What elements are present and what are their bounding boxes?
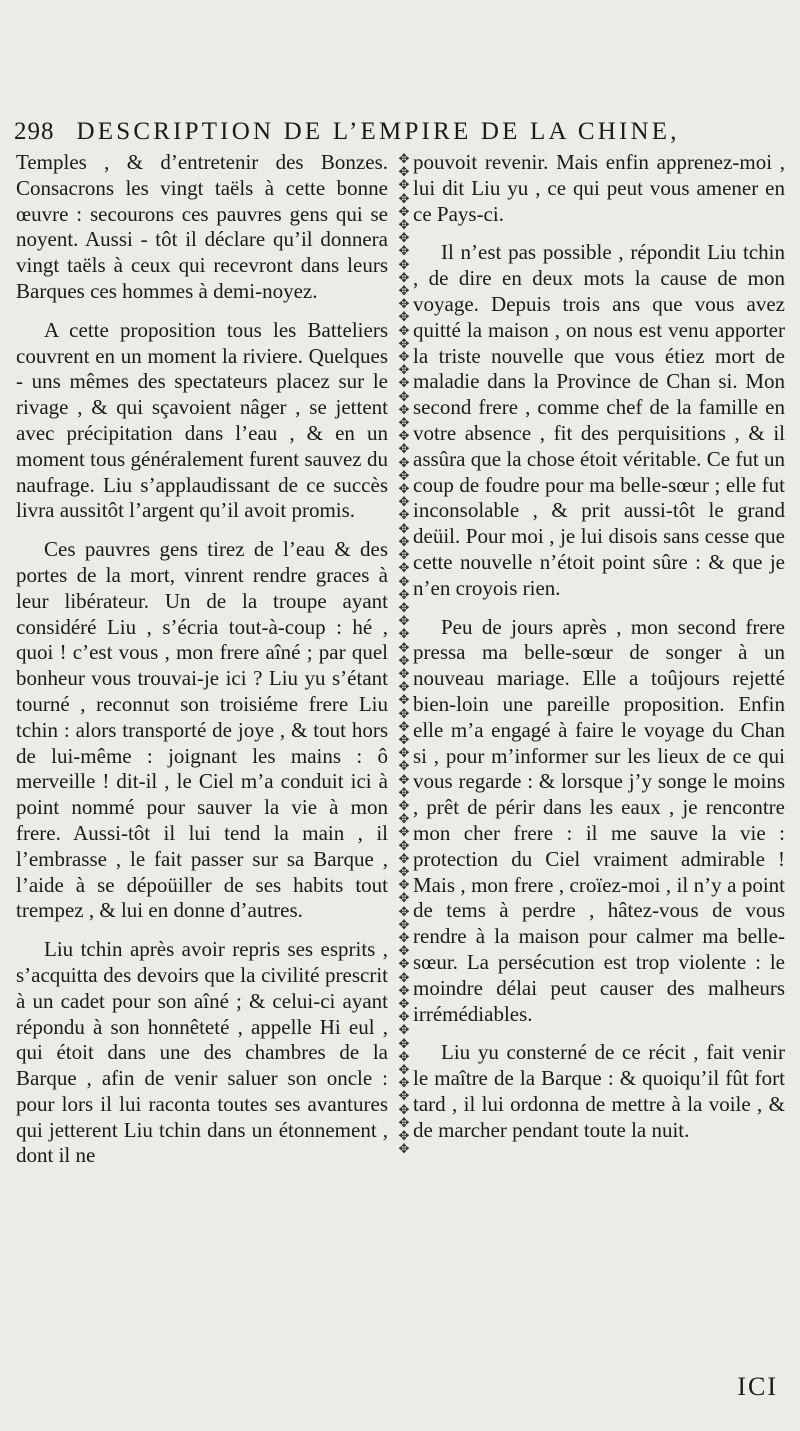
ornament-glyph: ✥: [398, 639, 410, 655]
left-paragraph-3: Ces pauvres gens tirez de l’eau & des portes de la mort, vinrent rendre graces à leur libérateur. Un de la troupe ayant considéré Liu , s’écria tout-à-coup : hé , quoi ! c’est vous , mon frere aîné ; par quel bonheur vous trouvai-je ici ? Liu yu s’étant tourné , reconnut son troisiéme frere Liu tchin : alors transporté de joye , & tout hors de lui-même : joignant les mains : ô merveille ! dit-il , le Ciel m’a conduit ici à point nommé pour sauver la vie à mon frere. Aussi-tôt il lui tend la main , il l’embrasse , le fait passer sur sa Barque , l’aide à se dépoüiller de ses habits tout trempez , & lui en donne d’autres.: [16, 537, 388, 923]
ornament-glyph: ✥: [398, 164, 410, 180]
ornament-glyph: ✥: [398, 401, 410, 417]
ornament-glyph: ✥: [398, 533, 410, 549]
ornament-glyph: ✥: [398, 454, 410, 470]
ornament-glyph: ✥: [398, 375, 410, 391]
ornament-glyph: ✥: [398, 1141, 410, 1157]
ornament-glyph: ✥: [398, 441, 410, 457]
ornament-glyph: ✥: [398, 296, 410, 312]
ornament-glyph: ✥: [398, 177, 410, 193]
ornament-glyph: ✥: [398, 824, 410, 840]
ornament-glyph: ✥: [398, 1009, 410, 1025]
ornament-glyph: ✥: [398, 1101, 410, 1117]
ornament-glyph: ✥: [398, 428, 410, 444]
ornament-glyph: ✥: [398, 718, 410, 734]
ornament-glyph: ✥: [398, 1075, 410, 1091]
ornament-glyph: ✥: [398, 784, 410, 800]
page-number: 298: [14, 118, 55, 145]
ornament-glyph: ✥: [398, 850, 410, 866]
ornament-glyph: ✥: [398, 1022, 410, 1038]
ornament-glyph: ✥: [398, 362, 410, 378]
ornament-glyph: ✥: [398, 309, 410, 325]
ornament-glyph: ✥: [398, 996, 410, 1011]
right-paragraph-2: Il n’est pas possible , répondit Liu tchin , de dire en deux mots la cause de mon voyage. Depuis trois ans que vous avez quitté la maison , on nous est venu apporter la triste nouvelle que vous étiez mort de maladie dans la Province de Chan si. Mon second frere , comme chef de la famille en votre absence , fit des perquisitions , & il assûra que la chose étoit véritable. Ce fut un coup de foudre pour ma belle-sœur ; elle fut inconsolable , & prit aussi-tôt le grand deüil. Pour moi , je lui disois sans cesse que cette nouvelle n’étoit point sûre : & que je n’en croyois rien.: [413, 240, 785, 600]
ornament-glyph: ✥: [398, 692, 410, 708]
ornament-glyph: ✥: [398, 230, 410, 246]
ornament-glyph: ✥: [398, 1128, 410, 1144]
ornament-glyph: ✥: [398, 217, 410, 233]
left-paragraph-1: Temples , & d’entretenir des Bonzes. Consacrons les vingt taëls à cette bonne œuvre : secourons ces pauvres gens qui se noyent. Aussi - tôt il déclare qu’il donnera vingt taëls à ceux qui recevront dans leurs Barques ces hommes à demi-noyez.: [16, 150, 388, 303]
ornament-glyph: ✥: [398, 877, 410, 893]
ornament-glyph: ✥: [398, 190, 410, 206]
ornament-glyph: ✥: [398, 494, 410, 510]
right-column: [413, 150, 785, 1156]
ornament-glyph: ✥: [398, 243, 410, 259]
ornament-glyph: ✥: [398, 547, 410, 563]
ornament-glyph: ✥: [398, 903, 410, 919]
ornament-glyph: ✥: [398, 586, 410, 602]
ornament-glyph: ✥: [398, 982, 410, 998]
ornament-glyph: ✥: [398, 745, 410, 761]
ornament-glyph: ✥: [398, 890, 410, 906]
ornament-glyph: ✥: [398, 256, 410, 272]
ornament-glyph: ✥: [398, 613, 410, 629]
running-title: DESCRIPTION DE L’EMPIRE DE LA CHINE,: [76, 118, 680, 145]
left-paragraph-4: Liu tchin après avoir repris ses esprits , s’acquitta des devoirs que la civilité prescrit à un cadet pour son aîné ; & celui-ci ayant répondu à son honnêteté , appelle Hi eul , qui étoit dans une des chambres de la Barque , afin de venir saluer son oncle : pour lors il lui raconta toutes ses avantures qui jetterent Liu tchin dans un étonnement , dont il ne: [16, 937, 388, 1168]
ornament-glyph: ✥: [398, 969, 410, 985]
ornament-glyph: ✥: [398, 1035, 410, 1051]
ornament-glyph: ✥: [398, 481, 410, 497]
ornament-glyph: ✥: [398, 811, 410, 827]
ornament-glyph: ✥: [398, 679, 410, 695]
ornament-glyph: ✥: [398, 322, 410, 338]
ornament-glyph: ✥: [398, 283, 410, 299]
ornament-glyph: ✥: [398, 652, 410, 668]
right-paragraph-3: Peu de jours après , mon second frere pressa ma belle-sœur de songer à un nouveau mariage. Elle a toûjours rejetté bien-loin une pareille proposition. Enfin elle m’a engagé à faire le voyage du Chan si , pour m’informer sur les lieux de ce qui vous regarde : & lorsque j’y songe le moins , prêt de périr dans les eaux , je rencontre mon cher frere : il me sauve la vie : protection du Ciel vraiment admirable ! Mais , mon frere , croïez-moi , il n’y a point de tems à perdre , hâtez-vous de vous rendre à la maison pour calmer ma belle-sœur. La persécution est trop violente : le moindre délai peut causer des malheurs irrémédiables.: [413, 614, 785, 1026]
ornament-glyph: ✥: [398, 943, 410, 959]
ornament-glyph: ✥: [398, 626, 410, 642]
ornament-glyph: ✥: [398, 1062, 410, 1078]
ornament-glyph: ✥: [398, 152, 410, 166]
right-paragraph-4: Liu yu consterné de ce récit , fait venir le maître de la Barque : & quoiqu’il fût fort tard , il lui ordonna de mettre à la voile , & de marcher pendant toute la nuit.: [413, 1040, 785, 1142]
ornament-glyph: ✥: [398, 507, 410, 523]
ornament-glyph: ✥: [398, 520, 410, 536]
ornament-glyph: ✥: [398, 1048, 410, 1064]
ornament-glyph: ✥: [398, 203, 410, 219]
left-column: [16, 150, 388, 1182]
ornament-glyph: ✥: [398, 797, 410, 813]
ornament-glyph: ✥: [398, 758, 410, 774]
ornament-glyph: ✥: [398, 705, 410, 721]
ornament-glyph: ✥: [398, 665, 410, 681]
catchword: ICI: [737, 1372, 778, 1401]
right-paragraph-1: pouvoit revenir. Mais enfin apprenez-moi , lui dit Liu yu , ce qui peut vous amener en ce Pays-ci.: [413, 150, 785, 226]
ornament-glyph: ✥: [398, 560, 410, 576]
ornament-glyph: ✥: [398, 1088, 410, 1104]
ornament-glyph: ✥: [398, 269, 410, 285]
column-divider-ornament: [397, 152, 411, 1162]
ornament-glyph: ✥: [398, 837, 410, 853]
ornament-glyph: ✥: [398, 956, 410, 972]
ornament-glyph: ✥: [398, 349, 410, 365]
ornament-glyph: ✥: [398, 771, 410, 787]
ornament-glyph: ✥: [398, 599, 410, 615]
ornament-glyph: ✥: [398, 467, 410, 483]
left-paragraph-2: A cette proposition tous les Batteliers couvrent en un moment la riviere. Quelques - uns mêmes des spectateurs placez sur le rivage , & qui sçavoient nâger , se jettent avec précipitation dans l’eau , & en un moment tous généralement furent sauvez du naufrage. Liu s’applaudissant de ce succès livra aussitôt l’argent qu’il avoit promis.: [16, 317, 388, 523]
ornament-glyph: ✥: [398, 388, 410, 404]
ornament-glyph: ✥: [398, 1114, 410, 1130]
ornament-glyph: ✥: [398, 731, 410, 747]
ornament-glyph: ✥: [398, 929, 410, 945]
ornament-glyph: ✥: [398, 335, 410, 351]
ornament-glyph: ✥: [398, 415, 410, 431]
page-header: [14, 118, 774, 146]
ornament-glyph: ✥: [398, 916, 410, 932]
ornament-glyph: ✥: [398, 573, 410, 589]
ornament-glyph: ✥: [398, 863, 410, 879]
